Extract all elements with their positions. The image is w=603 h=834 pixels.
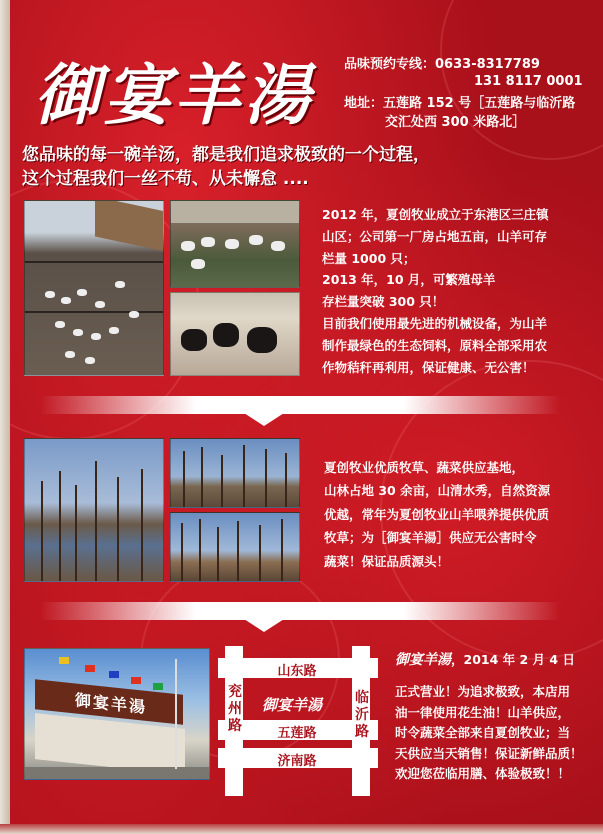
light-pole — [175, 659, 177, 769]
section1-line: 作物秸秆再利用，保证健康、无公害！ — [322, 359, 535, 375]
opening-line — [395, 650, 583, 670]
divider-arrow-bar — [40, 602, 560, 620]
section1-text — [322, 204, 549, 378]
photo-forest-river — [24, 438, 164, 582]
section2-line: 牧草；为［御宴羊湯］供应无公害时令 — [324, 530, 537, 546]
section3-line: 油一律使用花生油！山羊供应， — [395, 704, 571, 720]
phone-label: 品味预约专线： — [344, 57, 436, 72]
section2-line: 山林占地 30 余亩，山清水秀，自然资源 — [324, 483, 551, 499]
road-left-text: 兖 州 路 — [228, 684, 242, 734]
street — [25, 767, 210, 780]
slogan-line-1: 您品味的每一碗羊汤，都是我们追求极致的一个过程， — [22, 145, 430, 165]
photo-forest-2 — [170, 512, 300, 582]
photo-goat-feeding — [170, 200, 300, 288]
address-line-1: 地址：五莲路 152 号［五莲路与临沂路 — [344, 96, 576, 111]
section1-line: 山区；公司第一厂房占地五亩，山羊可存 — [322, 228, 548, 244]
section2-line: 优越，常年为夏创牧业山羊喂养提供优质 — [324, 506, 550, 522]
contact-info — [344, 56, 583, 90]
photo-storefront — [24, 648, 210, 780]
photo-goat-barn — [24, 200, 164, 376]
brand-logo: 御宴羊湯 — [34, 56, 314, 134]
road-label-bottom: 济南路 — [262, 750, 332, 767]
section1-line: 2012 年，夏创牧业成立于东港区三庄镇 — [322, 207, 549, 222]
slogan — [22, 143, 430, 191]
section1-line: 制作最绿色的生态饲料，原料全部采用农 — [322, 337, 548, 353]
address-line-2: 交汇处西 300 米路北］ — [385, 115, 526, 130]
barn-roof — [95, 200, 164, 254]
slogan-line-2: 这个过程我们一丝不苟、从未懈怠 .... — [22, 169, 309, 189]
section3-line: 天供应当天销售！保证新鲜品质！ — [395, 745, 583, 761]
phone-number-1: 0633-8317789 — [435, 57, 540, 72]
section1-line: 存栏量突破 300 只！ — [322, 294, 445, 310]
section3-text — [395, 650, 583, 784]
road-label-left — [226, 684, 244, 735]
section3-line: 正式营业！为追求极致，本店用 — [395, 684, 571, 700]
section2-line: 蔬菜！保证品质源头！ — [324, 553, 450, 569]
map-brand-label: 御宴羊湯 — [262, 696, 323, 714]
phone-number-2: 131 8117 0001 — [474, 74, 583, 89]
section1-line: 目前我们使用最先进的机械设备，为山羊 — [322, 315, 548, 331]
down-arrow-icon — [230, 610, 298, 632]
section3-line: 欢迎您莅临用膳、体验极致！！ — [395, 766, 571, 782]
road-label-right — [353, 690, 371, 741]
address — [344, 94, 575, 132]
road-label-top: 山东路 — [262, 660, 332, 677]
section3-line: 时令蔬菜全部来自夏创牧业；当 — [395, 725, 571, 741]
road-right-text: 临 沂 路 — [355, 690, 369, 740]
down-arrow-icon — [230, 404, 298, 426]
section1-line: 栏量 1000 只； — [322, 250, 416, 266]
section2-text — [324, 456, 550, 573]
divider-arrow-bar — [40, 396, 560, 414]
section2-line: 夏创牧业优质牧草、蔬菜供应基地， — [324, 460, 525, 475]
section1-line: 2013 年，10 月，可繁殖母羊 — [322, 272, 496, 288]
paper-edge — [0, 0, 10, 834]
paper-edge — [0, 824, 603, 834]
store-sign-text: 御宴羊湯 — [75, 690, 148, 717]
photo-black-goats — [170, 292, 300, 376]
opening-date: ，2014 年 2 月 4 日 — [451, 652, 575, 667]
road-label-middle: 五莲路 — [262, 722, 332, 739]
photo-forest-1 — [170, 438, 300, 508]
section3-brand: 御宴羊湯 — [395, 652, 451, 668]
